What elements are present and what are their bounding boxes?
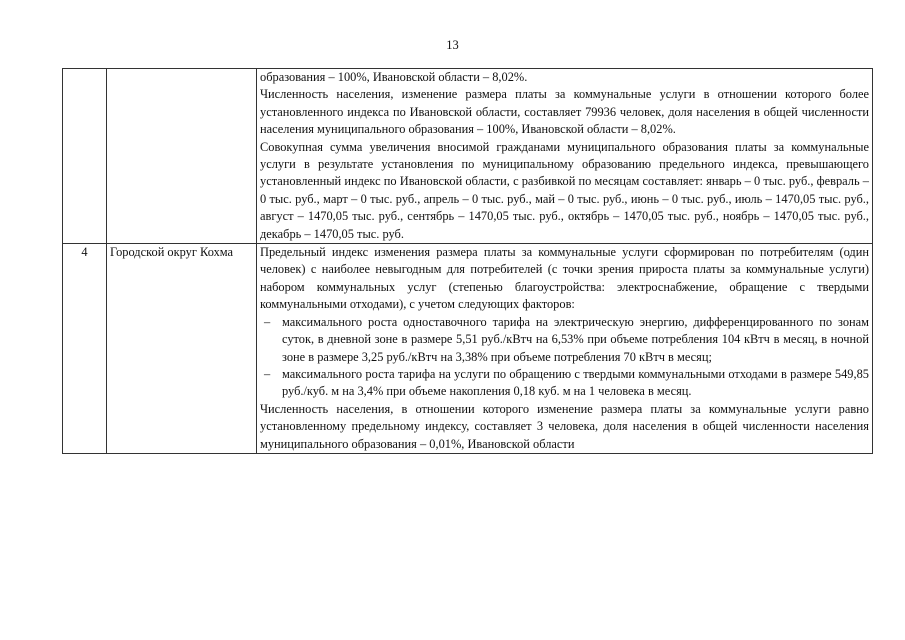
municipality-cell: Городской округ Кохма — [107, 244, 257, 454]
list-item-text: максимального роста тарифа на услуги по обращению с твердыми коммунальными отходами в размере 549,85 руб./куб. м на 3,4% при объеме накопления 0,18 куб. м на 1 человека в месяц. — [282, 366, 869, 399]
paragraph: Численность населения, в отношении которого изменение размера платы за коммунальные услуги равно установленному предельному индексу, составляет 3 человека, доля населения в общей численности населения муниципального образования – 0,01%, Ивановской области — [260, 401, 869, 451]
list-item — [260, 314, 869, 366]
list-item — [260, 366, 869, 401]
page-number: 13 — [446, 38, 459, 52]
list-item-text: максимального роста одноставочного тарифа на электрическую энергию, дифференцированного по зонам суток, в дневной зоне в размере 5,51 руб./кВтч на 6,53% при объеме потребления 104 кВтч в месяц, в ночной зоне в размере 3,25 руб./кВтч на 3,38% при объеме потребления 70 кВтч в месяц; — [282, 314, 869, 364]
row-number-cell — [63, 69, 107, 244]
dash-bullet: – — [264, 366, 271, 381]
paragraph: образования – 100%, Ивановской области – 8,02%. — [260, 70, 528, 84]
document-table — [62, 68, 873, 454]
dash-bullet: – — [264, 314, 271, 329]
description-cell — [257, 244, 873, 454]
paragraph: Численность населения, изменение размера платы за коммунальные услуги в отношении которого более установленного индекса по Ивановской области, составляет 79936 человек, доля населения в общей численности населения муниципального образования – 100%, Ивановской области – 8,02%. — [260, 87, 869, 137]
municipality-cell — [107, 69, 257, 244]
paragraph: Предельный индекс изменения размера платы за коммунальные услуги сформирован по потребителям (один человек) с наиболее невыгодным для потребителей (с точки зрения прироста платы за коммунальные услуги) набором коммунальных услуг (степенью благоустройства: электроснабжение, обращение с твердыми коммунальными отходами), с учетом следующих факторов: — [260, 245, 869, 312]
description-cell — [257, 69, 873, 244]
factor-list — [260, 314, 869, 401]
paragraph: Совокупная сумма увеличения вносимой гражданами муниципального образования платы за коммунальные услуги в результате установления по муниципальному образованию предельного индекса, превышающего установленный индекс по Ивановской области, с разбивкой по месяцам составляет: январь – 0 тыс. руб., февраль – 0 тыс. руб., март – 0 тыс. руб., апрель – 0 тыс. руб., май – 0 тыс. руб., июнь – 0 тыс. руб., июль – 1470,05 тыс. руб., август – 1470,05 тыс. руб., сентябрь – 1470,05 тыс. руб., октябрь – 1470,05 тыс. руб., ноябрь – 1470,05 тыс. руб., декабрь – 1470,05 тыс. руб. — [260, 139, 869, 241]
row-number-cell: 4 — [63, 244, 107, 454]
table-row — [63, 69, 873, 244]
table-row — [63, 244, 873, 454]
